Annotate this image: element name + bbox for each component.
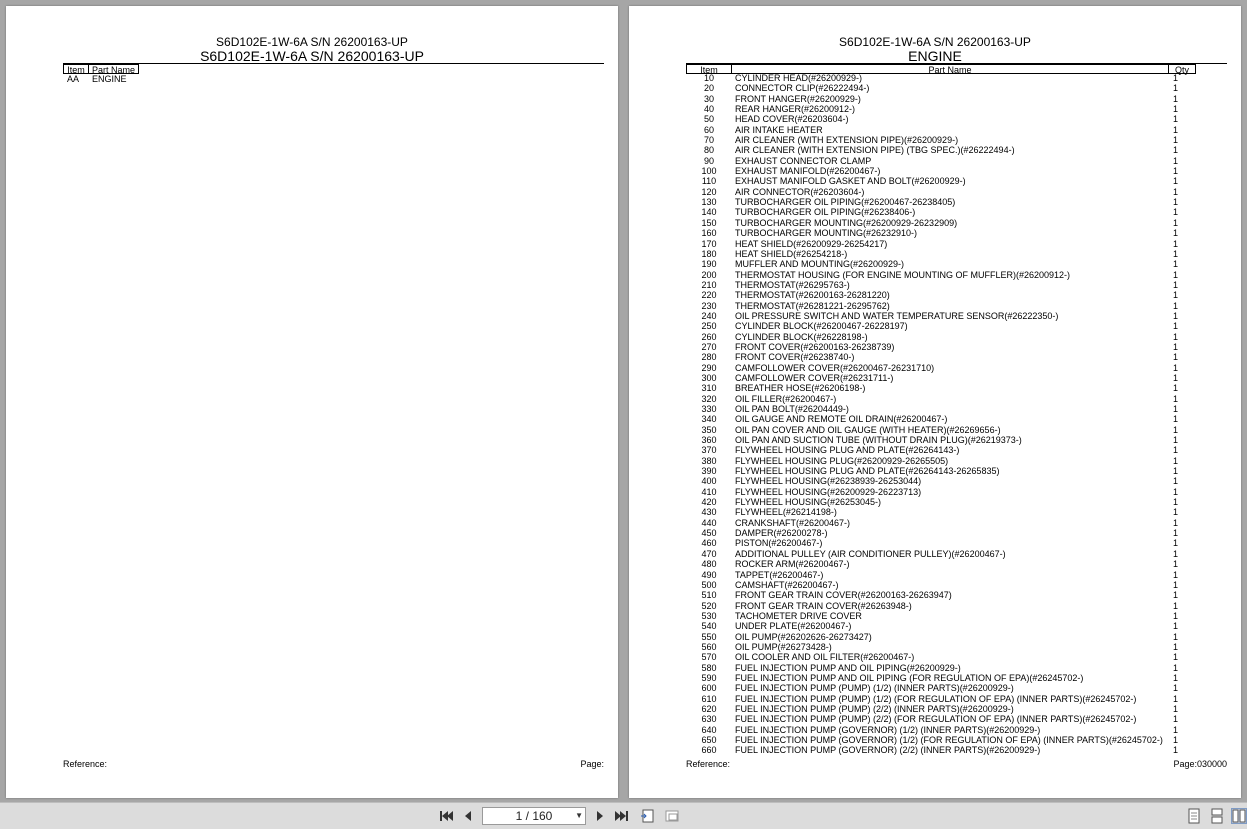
table-row[interactable] (629, 73, 1241, 83)
row-qty: 1 (1173, 683, 1179, 694)
row-item: 340 (701, 414, 717, 425)
table-row[interactable] (629, 580, 1241, 590)
row-item: 430 (701, 507, 717, 518)
table-row[interactable] (629, 487, 1241, 497)
table-row[interactable] (629, 352, 1241, 362)
row-qty: 1 (1173, 693, 1179, 704)
row-part-name[interactable]: CRANKSHAFT(#26200467-) (735, 517, 851, 528)
row-qty: 1 (1173, 590, 1179, 601)
table-row[interactable] (629, 218, 1241, 228)
row-item: 100 (701, 166, 717, 177)
row-part-name[interactable]: EXHAUST MANIFOLD GASKET AND BOLT(#26200929-) (735, 176, 966, 187)
row-qty: 1 (1173, 310, 1179, 321)
parts-table-body (629, 73, 1241, 756)
row-part-name[interactable]: TURBOCHARGER OIL PIPING(#26238406-) (735, 207, 916, 218)
row-part-name[interactable]: FLYWHEEL HOUSING PLUG AND PLATE(#26264143-) (735, 445, 960, 456)
row-item: 280 (701, 352, 717, 363)
row-qty: 1 (1173, 135, 1179, 146)
row-part-name[interactable]: FLYWHEEL HOUSING(#26238939-26253044) (735, 476, 922, 487)
row-qty: 1 (1173, 73, 1179, 83)
row-part-name[interactable]: FUEL INJECTION PUMP AND OIL PIPING (FOR REGULATION OF EPA)(#26245702-) (735, 672, 1084, 683)
page-label: Page:030000 (1173, 759, 1227, 769)
row-qty: 1 (1173, 269, 1179, 280)
row-qty: 1 (1173, 259, 1179, 270)
row-part-name[interactable]: FLYWHEEL HOUSING(#26253045-) (735, 497, 882, 508)
page-label: Page: (580, 759, 604, 769)
table-row[interactable] (629, 135, 1241, 145)
column-header-qty: Qty (1168, 64, 1196, 74)
row-qty: 1 (1173, 569, 1179, 580)
row-qty: 1 (1173, 455, 1179, 466)
page-subtitle: ENGINE (908, 48, 962, 64)
table-row[interactable] (629, 714, 1241, 724)
table-row[interactable] (629, 280, 1241, 290)
row-item: 600 (701, 683, 717, 694)
row-qty: 1 (1173, 279, 1179, 290)
row-qty: 1 (1173, 290, 1179, 301)
row-qty: 1 (1173, 579, 1179, 590)
table-row[interactable] (629, 176, 1241, 186)
row-part-name[interactable]: FUEL INJECTION PUMP (GOVERNOR) (1/2) (FOR REGULATION OF EPA) (INNER PARTS)(#26245702-) (735, 735, 1163, 745)
row-item: 120 (701, 186, 717, 197)
continuous-view-icon[interactable] (1209, 808, 1225, 824)
row-part-name[interactable]: FLYWHEEL(#26214198-) (735, 507, 837, 518)
row-part-name[interactable]: FLYWHEEL HOUSING(#26200929-26223713) (735, 486, 922, 497)
table-row[interactable] (629, 570, 1241, 580)
row-item: 360 (701, 435, 717, 446)
table-row[interactable] (629, 249, 1241, 259)
table-row[interactable] (629, 456, 1241, 466)
row-qty: 1 (1173, 114, 1179, 125)
row-item: 170 (701, 238, 717, 249)
row-part-name[interactable]: FUEL INJECTION PUMP (PUMP) (1/2) (FOR REGULATION OF EPA) (INNER PARTS)(#26245702-) (735, 693, 1137, 704)
reference-label: Reference: (63, 759, 108, 769)
row-item: 200 (701, 269, 717, 280)
row-part-name[interactable]: FUEL INJECTION PUMP (GOVERNOR) (1/2) (INNER PARTS)(#26200929-) (735, 724, 1041, 735)
table-row[interactable] (629, 332, 1241, 342)
row-item: 210 (701, 279, 717, 290)
row-item: 240 (701, 310, 717, 321)
row-part-name[interactable]: OIL COOLER AND OIL FILTER(#26200467-) (735, 652, 915, 663)
row-part-name[interactable]: DAMPER(#26200278-) (735, 528, 828, 539)
row-part-name[interactable]: FRONT GEAR TRAIN COVER(#26263948-) (735, 600, 912, 611)
row-qty: 1 (1173, 476, 1179, 487)
table-row[interactable] (629, 652, 1241, 662)
row-item: 150 (701, 217, 717, 228)
row-part-name[interactable]: OIL GAUGE AND REMOTE OIL DRAIN(#26200467-) (735, 414, 948, 425)
table-row[interactable] (629, 725, 1241, 735)
row-part-name[interactable]: THERMOSTAT HOUSING (FOR ENGINE MOUNTING OF MUFFLER)(#26200912-) (735, 269, 1071, 280)
row-item: 560 (701, 641, 717, 652)
table-row[interactable] (629, 611, 1241, 621)
row-part-name[interactable]: FUEL INJECTION PUMP (PUMP) (2/2) (FOR REGULATION OF EPA) (INNER PARTS)(#26245702-) (735, 714, 1137, 725)
row-item: 650 (701, 735, 717, 745)
row-item: 480 (701, 559, 717, 570)
row-qty: 1 (1173, 414, 1179, 425)
row-item: 660 (701, 745, 717, 756)
row-item: 490 (701, 569, 717, 580)
row-part-name[interactable]: OIL FILLER(#26200467-) (735, 393, 837, 404)
column-header-item: Item (686, 64, 732, 74)
page-indicator: 1 / 160 (515, 809, 553, 823)
row-item: 250 (701, 321, 717, 332)
row-part-name[interactable]: BREATHER HOSE(#26206198-) (735, 383, 866, 394)
fit-page-icon[interactable] (640, 808, 656, 824)
table-row[interactable] (629, 383, 1241, 393)
table-row[interactable] (629, 207, 1241, 217)
row-item: 30 (703, 93, 714, 104)
row-qty: 1 (1173, 445, 1179, 456)
row-qty: 1 (1173, 724, 1179, 735)
row-part-name[interactable]: HEAD COVER(#26203604-) (735, 114, 849, 125)
row-qty: 1 (1173, 621, 1179, 632)
table-row[interactable] (629, 290, 1241, 300)
row-qty: 1 (1173, 248, 1179, 259)
chevron-down-icon: ▼ (575, 811, 583, 820)
row-item: 520 (701, 600, 717, 611)
row-qty: 1 (1173, 631, 1179, 642)
row-qty: 1 (1173, 352, 1179, 363)
viewer-toolbar (0, 802, 1247, 829)
table-row[interactable] (629, 228, 1241, 238)
row-item: 370 (701, 445, 717, 456)
row-qty: 1 (1173, 362, 1179, 373)
row-item: 390 (701, 466, 717, 477)
table-row[interactable] (629, 694, 1241, 704)
table-row[interactable] (629, 156, 1241, 166)
row-qty: 1 (1173, 404, 1179, 414)
single-page-view-icon[interactable] (1186, 808, 1202, 824)
table-row[interactable] (629, 549, 1241, 559)
last-page-icon[interactable] (614, 808, 630, 824)
table-row[interactable] (629, 507, 1241, 517)
row-part-name[interactable]: FRONT COVER(#26200163-26238739) (735, 341, 895, 352)
row-part-name[interactable]: AIR CLEANER (WITH EXTENSION PIPE)(#26200929-) (735, 135, 959, 146)
table-row[interactable] (629, 83, 1241, 93)
row-part-name[interactable]: OIL PAN BOLT(#26204449-) (735, 404, 849, 414)
row-qty: 1 (1173, 517, 1179, 528)
row-qty: 1 (1173, 714, 1179, 725)
row-qty: 1 (1173, 641, 1179, 652)
row-item: 130 (701, 197, 717, 208)
row-qty: 1 (1173, 341, 1179, 352)
row-qty: 1 (1173, 83, 1179, 94)
row-item: 410 (701, 486, 717, 497)
table-row[interactable] (629, 559, 1241, 569)
row-item: 350 (701, 424, 717, 435)
row-qty: 1 (1173, 166, 1179, 177)
row-qty: 1 (1173, 321, 1179, 332)
header-rule (63, 63, 604, 64)
row-qty: 1 (1173, 186, 1179, 197)
row-part-name[interactable]: FUEL INJECTION PUMP (PUMP) (2/2) (INNER PARTS)(#26200929-) (735, 703, 1014, 714)
row-part-name[interactable]: FRONT HANGER(#26200929-) (735, 93, 861, 104)
row-item: 510 (701, 590, 717, 601)
column-header-part-name: Part Name (88, 64, 139, 74)
table-row[interactable] (629, 518, 1241, 528)
row-qty: 1 (1173, 466, 1179, 477)
fit-width-icon[interactable] (664, 808, 680, 824)
row-item: 40 (703, 104, 714, 115)
row-item: 540 (701, 621, 717, 632)
row-qty: 1 (1173, 197, 1179, 208)
first-page-icon[interactable] (438, 808, 454, 824)
row-item: 570 (701, 652, 717, 663)
row-part-name[interactable]: CYLINDER HEAD(#26200929-) (735, 73, 863, 83)
table-row[interactable] (629, 187, 1241, 197)
row-item: 160 (701, 228, 717, 239)
row-part-name[interactable]: FRONT GEAR TRAIN COVER(#26200163-26263947) (735, 590, 952, 601)
row-part-name[interactable]: AIR CONNECTOR(#26203604-) (735, 186, 865, 197)
row-part-name[interactable]: CYLINDER BLOCK(#26200467-26228197) (735, 321, 908, 332)
page-number-select[interactable] (482, 807, 586, 825)
table-row[interactable] (629, 663, 1241, 673)
row-item: 180 (701, 248, 717, 259)
table-row[interactable] (629, 114, 1241, 124)
table-row[interactable] (629, 321, 1241, 331)
table-row[interactable] (629, 197, 1241, 207)
table-row[interactable] (629, 414, 1241, 424)
table-row[interactable] (629, 673, 1241, 683)
row-qty: 1 (1173, 528, 1179, 539)
row-qty: 1 (1173, 435, 1179, 446)
row-part-name[interactable]: OIL PUMP(#26202626-26273427) (735, 631, 872, 642)
row-item: 70 (703, 135, 714, 146)
table-row[interactable] (629, 166, 1241, 176)
next-page-icon[interactable] (592, 808, 608, 824)
page-title: S6D102E-1W-6A S/N 26200163-UP (839, 35, 1031, 49)
table-row[interactable] (629, 363, 1241, 373)
row-item: 50 (703, 114, 714, 125)
row-qty: 1 (1173, 548, 1179, 559)
row-qty: 1 (1173, 507, 1179, 518)
row-part-name[interactable]: FRONT COVER(#26238740-) (735, 352, 855, 363)
row-item: 140 (701, 207, 717, 218)
row-item: 450 (701, 528, 717, 539)
row-item: 610 (701, 693, 717, 704)
row-item: 460 (701, 538, 717, 549)
row-part-name[interactable]: THERMOSTAT(#26295763-) (735, 279, 850, 290)
row-part-name[interactable]: HEAT SHIELD(#26200929-26254217) (735, 238, 888, 249)
row-item: 90 (703, 155, 714, 166)
row-part-name[interactable]: TURBOCHARGER MOUNTING(#26200929-26232909) (735, 217, 958, 228)
row-part-name[interactable]: OIL PRESSURE SWITCH AND WATER TEMPERATURE SENSOR(#26222350-) (735, 310, 1059, 321)
row-qty: 1 (1173, 735, 1179, 745)
row-part-name[interactable]: TURBOCHARGER OIL PIPING(#26200467-26238405) (735, 197, 956, 208)
row-item: 420 (701, 497, 717, 508)
row-item: 310 (701, 383, 717, 394)
row-qty: 1 (1173, 393, 1179, 404)
row-qty: 1 (1173, 497, 1179, 508)
row-part-name[interactable]: OIL PUMP(#26273428-) (735, 641, 832, 652)
row-qty: 1 (1173, 486, 1179, 497)
page-subtitle: S6D102E-1W-6A S/N 26200163-UP (200, 48, 424, 64)
row-qty: 1 (1173, 600, 1179, 611)
row-qty: 1 (1173, 383, 1179, 394)
row-part-name[interactable]: EXHAUST MANIFOLD(#26200467-) (735, 166, 881, 177)
row-item: 230 (701, 300, 717, 311)
row-part-name[interactable]: CAMFOLLOWER COVER(#26231711-) (735, 372, 894, 383)
row-part-name[interactable]: EXHAUST CONNECTOR CLAMP (735, 155, 872, 166)
two-page-view-icon[interactable] (1231, 808, 1247, 824)
row-qty: 1 (1173, 228, 1179, 239)
row-part-name[interactable]: THERMOSTAT(#26281221-26295762) (735, 300, 890, 311)
row-qty: 1 (1173, 538, 1179, 549)
page-title: S6D102E-1W-6A S/N 26200163-UP (216, 35, 408, 49)
table-row[interactable] (629, 683, 1241, 693)
table-row[interactable] (629, 601, 1241, 611)
row-qty: 1 (1173, 662, 1179, 673)
table-row[interactable] (629, 145, 1241, 155)
row-qty: 1 (1173, 559, 1179, 570)
document-page-left (6, 6, 618, 798)
table-row[interactable] (629, 466, 1241, 476)
table-row[interactable] (629, 125, 1241, 135)
row-item: 80 (703, 145, 714, 156)
row-part-name[interactable]: ROCKER ARM(#26200467-) (735, 559, 850, 570)
row-item: 470 (701, 548, 717, 559)
row-part-name[interactable]: CAMSHAFT(#26200467-) (735, 579, 839, 590)
row-item: 630 (701, 714, 717, 725)
table-row[interactable] (629, 404, 1241, 414)
row-item: 270 (701, 341, 717, 352)
row-item: 590 (701, 672, 717, 683)
row-qty: 1 (1173, 424, 1179, 435)
row-item: 300 (701, 372, 717, 383)
table-row[interactable] (629, 94, 1241, 104)
row-qty: 1 (1173, 238, 1179, 249)
row-part-name[interactable]: PISTON(#26200467-) (735, 538, 823, 549)
row-item: 330 (701, 404, 717, 414)
row-part-name[interactable]: TACHOMETER DRIVE COVER (735, 610, 862, 621)
row-part-name[interactable]: FUEL INJECTION PUMP AND OIL PIPING(#26200929-) (735, 662, 961, 673)
row-part-name[interactable]: FUEL INJECTION PUMP (GOVERNOR) (2/2) (INNER PARTS)(#26200929-) (735, 745, 1041, 756)
row-item: 190 (701, 259, 717, 270)
row-qty: 1 (1173, 300, 1179, 311)
table-row[interactable] (629, 425, 1241, 435)
row-part-name[interactable]: HEAT SHIELD(#26254218-) (735, 248, 848, 259)
row-part-name[interactable]: AIR CLEANER (WITH EXTENSION PIPE) (TBG SPEC.)(#26222494-) (735, 145, 1015, 156)
table-row[interactable] (629, 270, 1241, 280)
table-row[interactable] (629, 342, 1241, 352)
table-row[interactable] (629, 373, 1241, 383)
row-part-name[interactable]: CAMFOLLOWER COVER(#26200467-26231710) (735, 362, 935, 373)
row-item: 500 (701, 579, 717, 590)
table-row[interactable] (629, 476, 1241, 486)
table-row[interactable] (629, 704, 1241, 714)
row-item: 440 (701, 517, 717, 528)
row-part-name[interactable]: AIR INTAKE HEATER (735, 124, 823, 135)
row-qty: 1 (1173, 372, 1179, 383)
row-part-name[interactable]: MUFFLER AND MOUNTING(#26200929-) (735, 259, 905, 270)
table-row[interactable] (629, 735, 1241, 745)
table-row[interactable] (629, 301, 1241, 311)
row-part-name[interactable]: CONNECTOR CLIP(#26222494-) (735, 83, 870, 94)
row-part-name[interactable]: OIL PAN AND SUCTION TUBE (WITHOUT DRAIN PLUG)(#26219373-) (735, 435, 1022, 446)
row-part-name[interactable]: FLYWHEEL HOUSING PLUG(#26200929-26265505) (735, 455, 949, 466)
row-item: 380 (701, 455, 717, 466)
row-qty: 1 (1173, 703, 1179, 714)
row-qty: 1 (1173, 93, 1179, 104)
row-qty: 1 (1173, 145, 1179, 156)
prev-page-icon[interactable] (460, 808, 476, 824)
row-part-name[interactable]: TURBOCHARGER MOUNTING(#26232910-) (735, 228, 918, 239)
table-row[interactable] (629, 538, 1241, 548)
row-item: 620 (701, 703, 717, 714)
row-qty: 1 (1173, 104, 1179, 115)
row-item: 60 (703, 124, 714, 135)
row-part-name[interactable]: OIL PAN COVER AND OIL GAUGE (WITH HEATER)(#26269656-) (735, 424, 1001, 435)
table-row[interactable] (629, 435, 1241, 445)
row-part-name[interactable]: ENGINE (92, 74, 127, 84)
row-item: 20 (703, 83, 714, 94)
table-row[interactable] (629, 621, 1241, 631)
row-part-name[interactable]: CYLINDER BLOCK(#26228198-) (735, 331, 868, 342)
row-part-name[interactable]: UNDER PLATE(#26200467-) (735, 621, 852, 632)
row-item: 550 (701, 631, 717, 642)
column-header-item: Item (63, 64, 89, 74)
row-qty: 1 (1173, 207, 1179, 218)
row-part-name[interactable]: FUEL INJECTION PUMP (PUMP) (1/2) (INNER PARTS)(#26200929-) (735, 683, 1014, 694)
row-item: 110 (701, 176, 717, 187)
table-row[interactable] (629, 528, 1241, 538)
row-item: AA (67, 74, 80, 84)
row-item: 220 (701, 290, 717, 301)
row-part-name[interactable]: ADDITIONAL PULLEY (AIR CONDITIONER PULLEY)(#26200467-) (735, 548, 1006, 559)
row-qty: 1 (1173, 155, 1179, 166)
table-row[interactable] (629, 497, 1241, 507)
row-part-name[interactable]: TAPPET(#26200467-) (735, 569, 824, 580)
row-item: 290 (701, 362, 717, 373)
row-qty: 1 (1173, 217, 1179, 228)
row-part-name[interactable]: THERMOSTAT(#26200163-26281220) (735, 290, 890, 301)
table-row[interactable] (629, 311, 1241, 321)
row-item: 400 (701, 476, 717, 487)
row-part-name[interactable]: REAR HANGER(#26200912-) (735, 104, 856, 115)
table-row[interactable] (629, 642, 1241, 652)
row-item: 10 (703, 73, 714, 83)
table-row[interactable] (629, 104, 1241, 114)
row-qty: 1 (1173, 672, 1179, 683)
row-qty: 1 (1173, 124, 1179, 135)
table-row[interactable] (629, 745, 1241, 755)
row-item: 320 (701, 393, 717, 404)
reference-label: Reference: (686, 759, 731, 769)
table-row[interactable] (629, 445, 1241, 455)
table-row[interactable] (629, 632, 1241, 642)
row-item: 640 (701, 724, 717, 735)
row-qty: 1 (1173, 652, 1179, 663)
row-qty: 1 (1173, 610, 1179, 621)
row-qty: 1 (1173, 745, 1179, 756)
table-row[interactable] (629, 590, 1241, 600)
row-qty: 1 (1173, 331, 1179, 342)
row-item: 530 (701, 610, 717, 621)
row-qty: 1 (1173, 176, 1179, 187)
column-header-part-name: Part Name (731, 64, 1169, 74)
table-row[interactable] (629, 259, 1241, 269)
table-row[interactable] (629, 239, 1241, 249)
row-item: 260 (701, 331, 717, 342)
document-page-right (629, 6, 1241, 798)
row-item: 580 (701, 662, 717, 673)
row-part-name[interactable]: FLYWHEEL HOUSING PLUG AND PLATE(#26264143-26265835) (735, 466, 1000, 477)
table-row[interactable] (629, 394, 1241, 404)
